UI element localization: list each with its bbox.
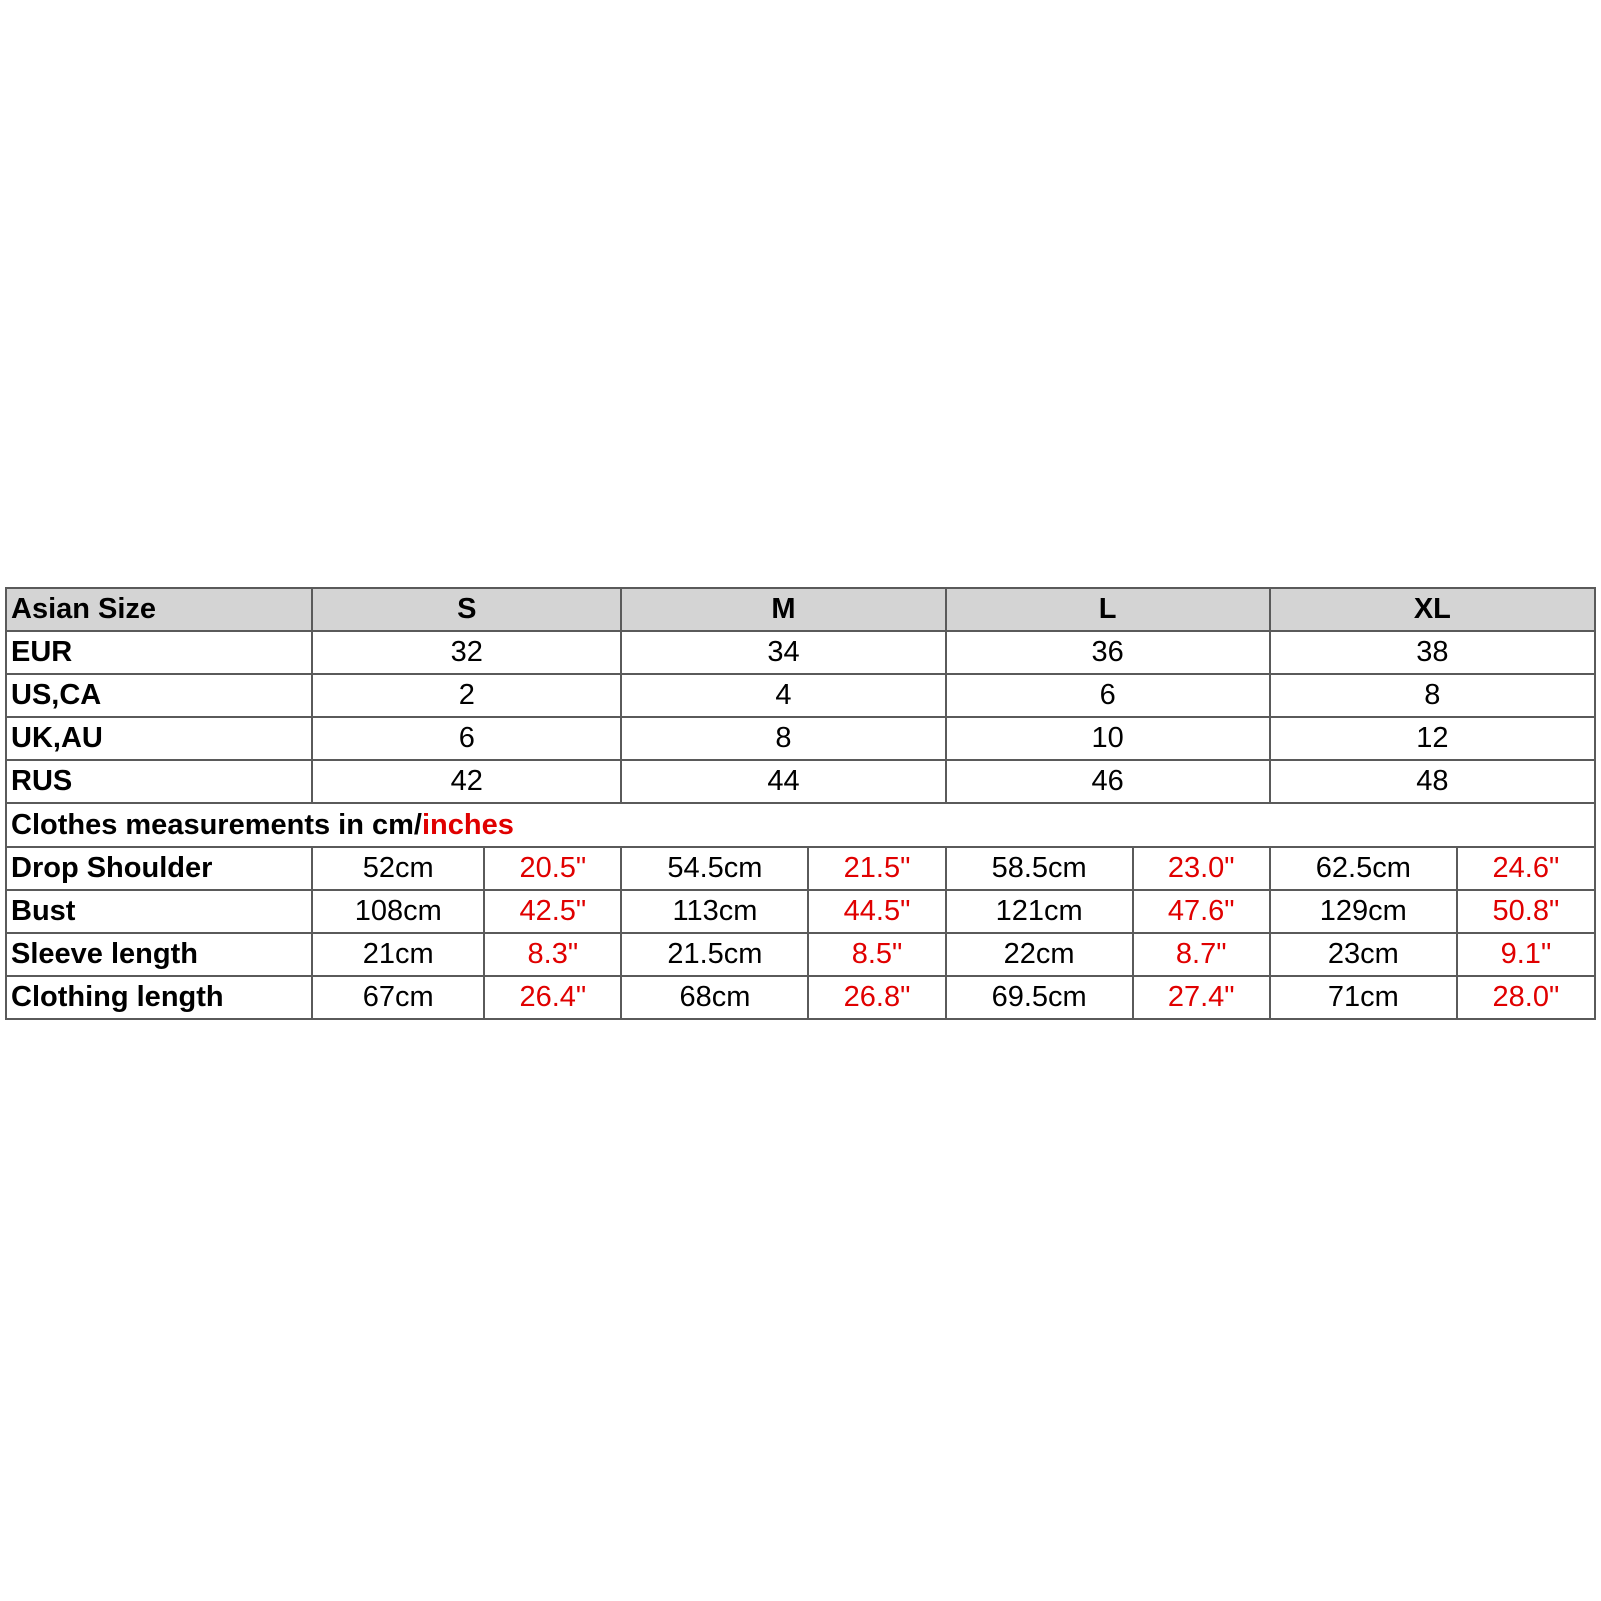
- measurement-row: [6, 847, 1595, 890]
- inch-cell: 8.5": [808, 933, 945, 976]
- inch-cell: 42.5": [484, 890, 621, 933]
- conversion-cell: 6: [312, 717, 621, 760]
- measurements-heading: [6, 803, 1595, 846]
- inch-cell: 23.0": [1133, 847, 1270, 890]
- row-label: Bust: [6, 890, 312, 933]
- inch-cell: 27.4": [1133, 976, 1270, 1019]
- cm-cell: 121cm: [946, 890, 1133, 933]
- size-header-cell: M: [621, 588, 945, 631]
- inch-cell: 8.3": [484, 933, 621, 976]
- cm-cell: 129cm: [1270, 890, 1457, 933]
- conversion-row: [6, 760, 1595, 803]
- cm-cell: 58.5cm: [946, 847, 1133, 890]
- measurement-row: [6, 933, 1595, 976]
- row-label: Sleeve length: [6, 933, 312, 976]
- cm-cell: 22cm: [946, 933, 1133, 976]
- conversion-cell: 38: [1270, 631, 1595, 674]
- inch-cell: 9.1": [1457, 933, 1595, 976]
- conversion-row: [6, 631, 1595, 674]
- cm-cell: 54.5cm: [621, 847, 808, 890]
- conversion-row: [6, 674, 1595, 717]
- cm-cell: 62.5cm: [1270, 847, 1457, 890]
- conversion-cell: 36: [946, 631, 1270, 674]
- conversion-cell: 46: [946, 760, 1270, 803]
- conversion-cell: 8: [1270, 674, 1595, 717]
- row-label: Drop Shoulder: [6, 847, 312, 890]
- row-label: RUS: [6, 760, 312, 803]
- row-label: EUR: [6, 631, 312, 674]
- inch-cell: 8.7": [1133, 933, 1270, 976]
- size-header-row: [6, 588, 1595, 631]
- conversion-cell: 12: [1270, 717, 1595, 760]
- conversion-cell: 48: [1270, 760, 1595, 803]
- measurements-heading-row: [6, 803, 1595, 846]
- inch-cell: 28.0": [1457, 976, 1595, 1019]
- conversion-cell: 4: [621, 674, 945, 717]
- cm-cell: 69.5cm: [946, 976, 1133, 1019]
- conversion-cell: 2: [312, 674, 621, 717]
- conversion-cell: 6: [946, 674, 1270, 717]
- cm-cell: 67cm: [312, 976, 484, 1019]
- size-header-cell: S: [312, 588, 621, 631]
- cm-cell: 71cm: [1270, 976, 1457, 1019]
- measurement-row: [6, 976, 1595, 1019]
- conversion-cell: 32: [312, 631, 621, 674]
- conversion-row: [6, 717, 1595, 760]
- size-chart-table: [5, 587, 1596, 1020]
- cm-cell: 113cm: [621, 890, 808, 933]
- row-label: Clothing length: [6, 976, 312, 1019]
- row-label: UK,AU: [6, 717, 312, 760]
- inch-cell: 26.8": [808, 976, 945, 1019]
- inch-cell: 26.4": [484, 976, 621, 1019]
- conversion-cell: 34: [621, 631, 945, 674]
- measurements-heading-highlight: inches: [421, 808, 514, 841]
- size-header-cell: XL: [1270, 588, 1595, 631]
- cm-cell: 21.5cm: [621, 933, 808, 976]
- row-label: Asian Size: [6, 588, 312, 631]
- conversion-cell: 8: [621, 717, 945, 760]
- conversion-cell: 44: [621, 760, 945, 803]
- measurement-row: [6, 890, 1595, 933]
- conversion-cell: 10: [946, 717, 1270, 760]
- inch-cell: 47.6": [1133, 890, 1270, 933]
- inch-cell: 44.5": [808, 890, 945, 933]
- cm-cell: 68cm: [621, 976, 808, 1019]
- inch-cell: 21.5": [808, 847, 945, 890]
- cm-cell: 21cm: [312, 933, 484, 976]
- size-header-cell: L: [946, 588, 1270, 631]
- cm-cell: 23cm: [1270, 933, 1457, 976]
- conversion-cell: 42: [312, 760, 621, 803]
- row-label: US,CA: [6, 674, 312, 717]
- inch-cell: 24.6": [1457, 847, 1595, 890]
- inch-cell: 20.5": [484, 847, 621, 890]
- cm-cell: 108cm: [312, 890, 484, 933]
- cm-cell: 52cm: [312, 847, 484, 890]
- measurements-heading-text: Clothes measurements in cm/: [11, 808, 422, 841]
- inch-cell: 50.8": [1457, 890, 1595, 933]
